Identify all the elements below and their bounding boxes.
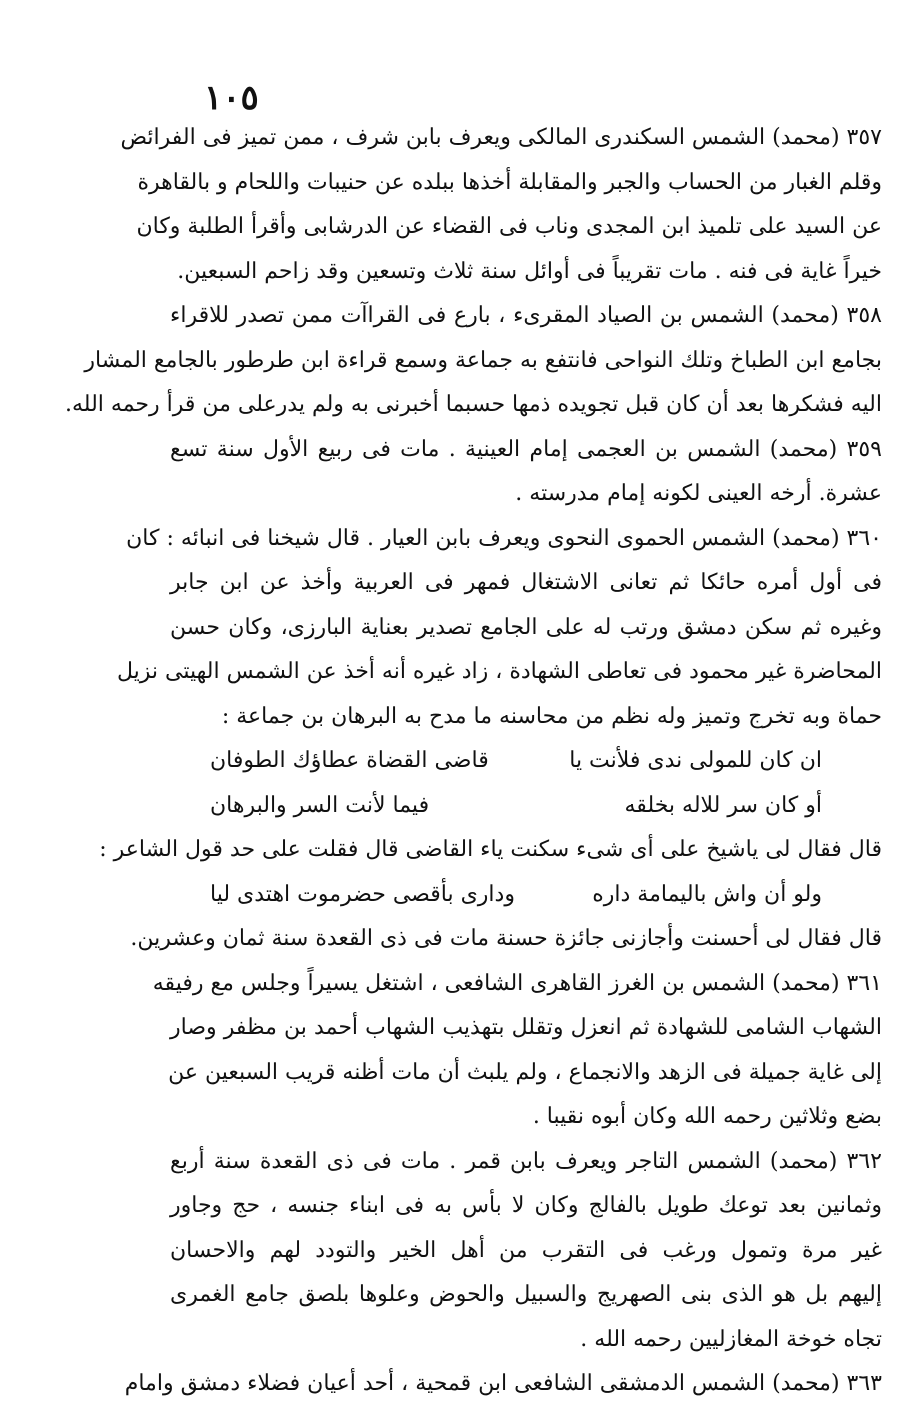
verse-second-hemistich: ودارى بأقصى حضرموت اهتدى ليا xyxy=(210,881,515,907)
page-number: ١٠٥ xyxy=(204,78,259,118)
text-line: إلى غاية جميلة فى الزهد والانجماع ، ولم يلبث أن مات أظنه قريب السبعين عن xyxy=(168,1059,882,1085)
verse-line xyxy=(210,784,822,829)
verse-second-hemistich: قاضى القضاة عطاؤك الطوفان xyxy=(210,748,489,773)
text-line: حماة وبه تخرج وتميز وله نظم من محاسنه ما مدح به البرهان بن جماعة : xyxy=(221,703,882,729)
text-line: وقلم الغبار من الحساب والجبر والمقابلة أخذها ببلده عن حنيبات واللحام و بالقاهرة xyxy=(137,169,882,195)
text-line: المحاضرة غير محمود فى تعاطى الشهادة ، زاد غيره أنه أخذ عن الشمس الهيتى نزيل xyxy=(116,659,882,684)
text-line: بضع وثلاثين رحمه الله وكان أبوه نقيبا . xyxy=(532,1104,882,1129)
text-line: الشهاب الشامى للشهادة ثم انعزل وتقلل بتهذيب الشهاب أحمد بن مظفر وصار xyxy=(170,1015,882,1040)
verse-first-hemistich: أو كان سر للاله بخلقه xyxy=(624,792,822,818)
text-line: ٣٥٧ (محمد) الشمس السكندرى المالكى ويعرف بابن شرف ، ممن تميز فى الفرائض xyxy=(120,125,882,150)
text-line: عشرة. أرخه العينى لكونه إمام مدرسته . xyxy=(515,481,882,506)
text-line: ٣٦٠ (محمد) الشمس الحموى النحوى ويعرف بابن العيار . قال شيخنا فى انبائه : كان xyxy=(126,525,882,551)
text-line: تجاه خوخة المغازليين رحمه الله . xyxy=(580,1326,882,1352)
text-line: ٣٦١ (محمد) الشمس بن الغرز القاهرى الشافعى ، اشتغل يسيراً وجلس مع رفيقه xyxy=(152,970,882,996)
text-line: عن السيد على تلميذ ابن المجدى وناب فى القضاء عن الدرشابى وأقرأ الطلبة وكان xyxy=(136,214,882,239)
text-line: وثمانين بعد توعك طويل بالفالج وكان لا بأس به فى ابناء جنسه ، حج وجاور xyxy=(170,1193,882,1218)
text-line: ٣٥٩ (محمد) الشمس بن العجمى إمام العينية . مات فى ربيع الأول سنة تسع xyxy=(170,436,882,462)
text-line: خيراً غاية فى فنه . مات تقريباً فى أوائل سنة ثلاث وتسعين وقد زاحم السبعين. xyxy=(177,258,882,284)
verse-first-hemistich: ولو أن واش باليمامة داره xyxy=(592,881,822,907)
text-line: ٣٥٨ (محمد) الشمس بن الصياد المقرىء ، بارع فى القراآت ممن تصدر للاقراء xyxy=(170,303,882,328)
text-line: قال فقال لى أحسنت وأجازنى جائزة حسنة مات فى ذى القعدة سنة ثمان وعشرين. xyxy=(130,926,882,951)
verse-first-hemistich: ان كان للمولى ندى فلأنت يا xyxy=(569,748,822,773)
text-line: إليهم بل هو الذى بنى الصهريج والسبيل والحوض وعلوها بلصق جامع الغمرى xyxy=(170,1282,882,1307)
text-block xyxy=(65,116,882,1407)
text-line: ٣٦٢ (محمد) الشمس التاجر ويعرف بابن قمر . مات فى ذى القعدة سنة أربع xyxy=(170,1148,882,1174)
text-line: اليه فشكرها بعد أن كان قبل تجويده ذمها حسبما أخبرنى به ولم يدرعلى من قرأ رحمه الله. xyxy=(65,392,882,417)
text-line: غير مرة وتمول ورغب فى التقرب من أهل الخير والتودد لهم والاحسان xyxy=(170,1237,882,1263)
verse-line xyxy=(210,873,822,918)
text-line: ٣٦٣ (محمد) الشمس الدمشقى الشافعى ابن قمحية ، أحد أعيان فضلاء دمشق وامام xyxy=(124,1371,882,1396)
verse-line xyxy=(210,739,822,784)
text-line: فى أول أمره حائكا ثم تعانى الاشتغال فمهر فى العربية وأخذ عن ابن جابر xyxy=(170,570,882,595)
text-line: قال فقال لى ياشيخ على أى شىء سكنت ياء القاضى قال فقلت على حد قول الشاعر : xyxy=(99,837,882,862)
verse-second-hemistich: فيما لأنت السر والبرهان xyxy=(210,792,430,818)
text-line: بجامع ابن الطباخ وتلك النواحى فانتفع به جماعة وسمع قراءة ابن طرطور بالجامع المشار xyxy=(84,347,882,373)
text-line: وغيره ثم سكن دمشق ورتب له على الجامع تصدير بعناية البارزى، وكان حسن xyxy=(170,614,882,640)
